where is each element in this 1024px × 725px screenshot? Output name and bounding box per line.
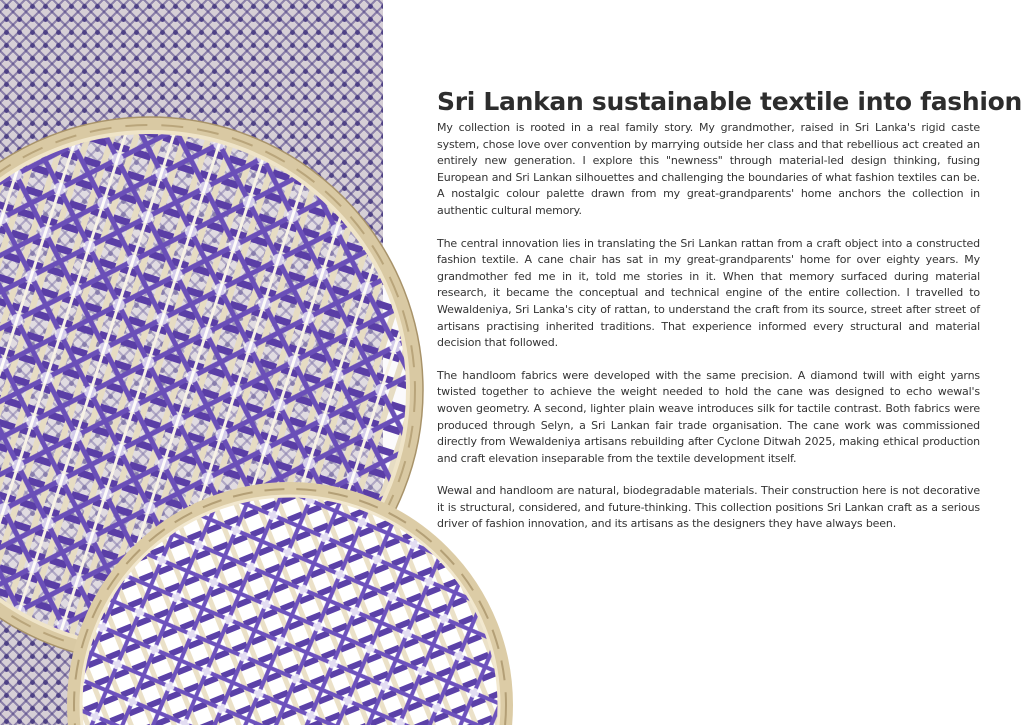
body-text [437, 120, 980, 549]
page-title: Sri Lankan sustainable textile into fashion [437, 86, 1022, 116]
paragraph-sustainability: Wewal and handloom are natural, biodegradable materials. Their construction here is not decorative it is structural, considered, and future-thinking. This collection positions Sri Lankan craft as a serious driver of fashion innovation, and its artisans as the designers they have always been. [437, 484, 980, 531]
paragraph-handloom-fabrics: The handloom fabrics were developed with the same precision. A diamond twill with eight yarns twisted together to achieve the weight needed to hold the cane was designed to echo wewal's woven geometry. A second, lighter plain weave introduces silk for tactile contrast. Both fabrics were produced through Selyn, a Sri Lankan fair trade organisation. The cane work was commissioned directly from Wewaldeniya artisans rebuilding after Cyclone Ditwah 2025, making ethical production and craft elevation inseparable from the textile development itself. [437, 368, 980, 465]
paragraph-family-story: My collection is rooted in a real family story. My grandmother, raised in Sri Lanka's rigid caste system, chose love over convention by marrying outside her class and that rebellious act created an entirely new generation. I explore this "newness" through material-led design thinking, fusing European and Sri Lankan silhouettes and challenging the boundaries of what fashion textiles can be. A nostalgic colour palette drawn from my great-grandparents' home anchors the collection in authentic cultural memory. [437, 121, 980, 217]
paragraph-rattan-innovation: The central innovation lies in translating the Sri Lankan rattan from a craft object into a constructed fashion textile. A cane chair has sat in my great-grandparents' home for over eighty years. My grandmother fed me in it, told me stories in it. When that memory surfaced during material research, it became the conceptual and technical engine of the entire collection. I travelled to Wewaldeniya, Sri Lanka's city of rattan, to understand the craft from its source, street after street of artisans practising inherited traditions. That experience informed every structural and material decision that followed. [437, 236, 980, 350]
